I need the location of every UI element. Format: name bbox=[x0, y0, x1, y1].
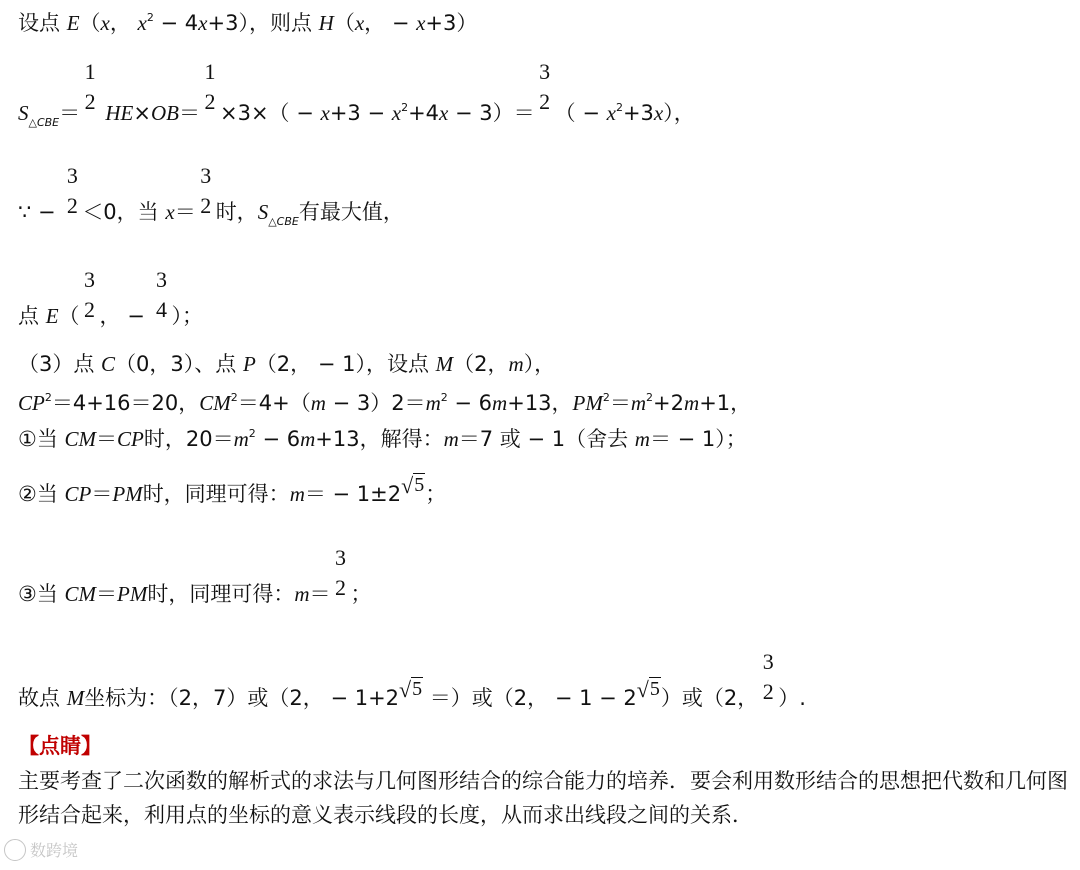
line-8-case2: ②当 CP＝PM时，同理可得：m＝ − 1±2√5； bbox=[18, 478, 446, 510]
fraction-one-half-2: 1 2 bbox=[204, 59, 216, 114]
fraction-three-halves-b: 3 2 bbox=[200, 163, 212, 218]
line-2-area-formula: $S_{\triangle CBE}=$ 1 2 HE×OB＝ 1 2 $\times 3\times( - x+3 - x^2+4x - 3)=$ 3 2 （ − $x^2+3x$）， bbox=[18, 59, 695, 129]
fraction-three-quarters: 3 4 bbox=[155, 267, 167, 322]
fraction-three-halves-a: 3 2 bbox=[66, 163, 78, 218]
sqrt-five-a: √5 bbox=[399, 677, 423, 702]
fraction-three-halves-c: 3 2 bbox=[84, 267, 96, 322]
fraction-one-half: 1 2 bbox=[84, 59, 96, 114]
watermark bbox=[4, 838, 78, 861]
line-10-conclusion: 故点 M坐标为：（2，7）或（2， − 1+2√5 ＝）或（2， − 1 − 2√5）或（2， 3 2 ）. bbox=[18, 682, 806, 714]
fraction-three-halves-e: 3 2 bbox=[762, 649, 774, 704]
line-3-max-condition: ∵ − 3 2 ＜0，当 x＝ 3 2 时，$S_{\triangle CBE}$有最大值， bbox=[18, 163, 404, 228]
fraction-three-halves-d: 3 2 bbox=[335, 545, 347, 600]
line-4-point-e: 点 E（ 3 2 ， − 3 4 ）； bbox=[18, 300, 203, 332]
watermark-logo-icon bbox=[4, 839, 26, 861]
fraction-three-halves: 3 2 bbox=[539, 59, 551, 114]
sqrt-five-b: √5 bbox=[636, 677, 660, 702]
watermark-text: 数跨境 bbox=[30, 841, 79, 860]
review-heading: 【点睛】 bbox=[18, 734, 102, 758]
review-paragraph: 主要考查了二次函数的解析式的求法与几何图形结合的综合能力的培养．要会利用数形结合的思想把代数和几何图形结合起来，利用点的坐标的意义表示线段的长度，从而求出线段之间的关系． bbox=[18, 769, 1068, 827]
line-6-distances: $CP^2=4+16=20$，$CM^2=4+(m - 3)2=m^2 - 6m+13$，$PM^2=m^2+2m+1$， bbox=[18, 391, 752, 415]
line-1: 设点 E（x， $x^2 - 4x+3$），则点 H（x， − x+3） bbox=[18, 11, 478, 35]
line-7-case1: ①当 CM＝CP时，$20=m^2 - 6m+13$，解得：m＝7 或 − 1（舍去 m＝ − 1）； bbox=[18, 427, 747, 451]
sqrt-five: √5 bbox=[401, 473, 425, 498]
line-9-case3: ③当 CM＝PM时，同理可得：m＝ 3 2 ； bbox=[18, 578, 372, 610]
line-5-part3: （3）点 C（0，3）、点 P（2， − 1），设点 M（2，m）， bbox=[18, 352, 556, 376]
